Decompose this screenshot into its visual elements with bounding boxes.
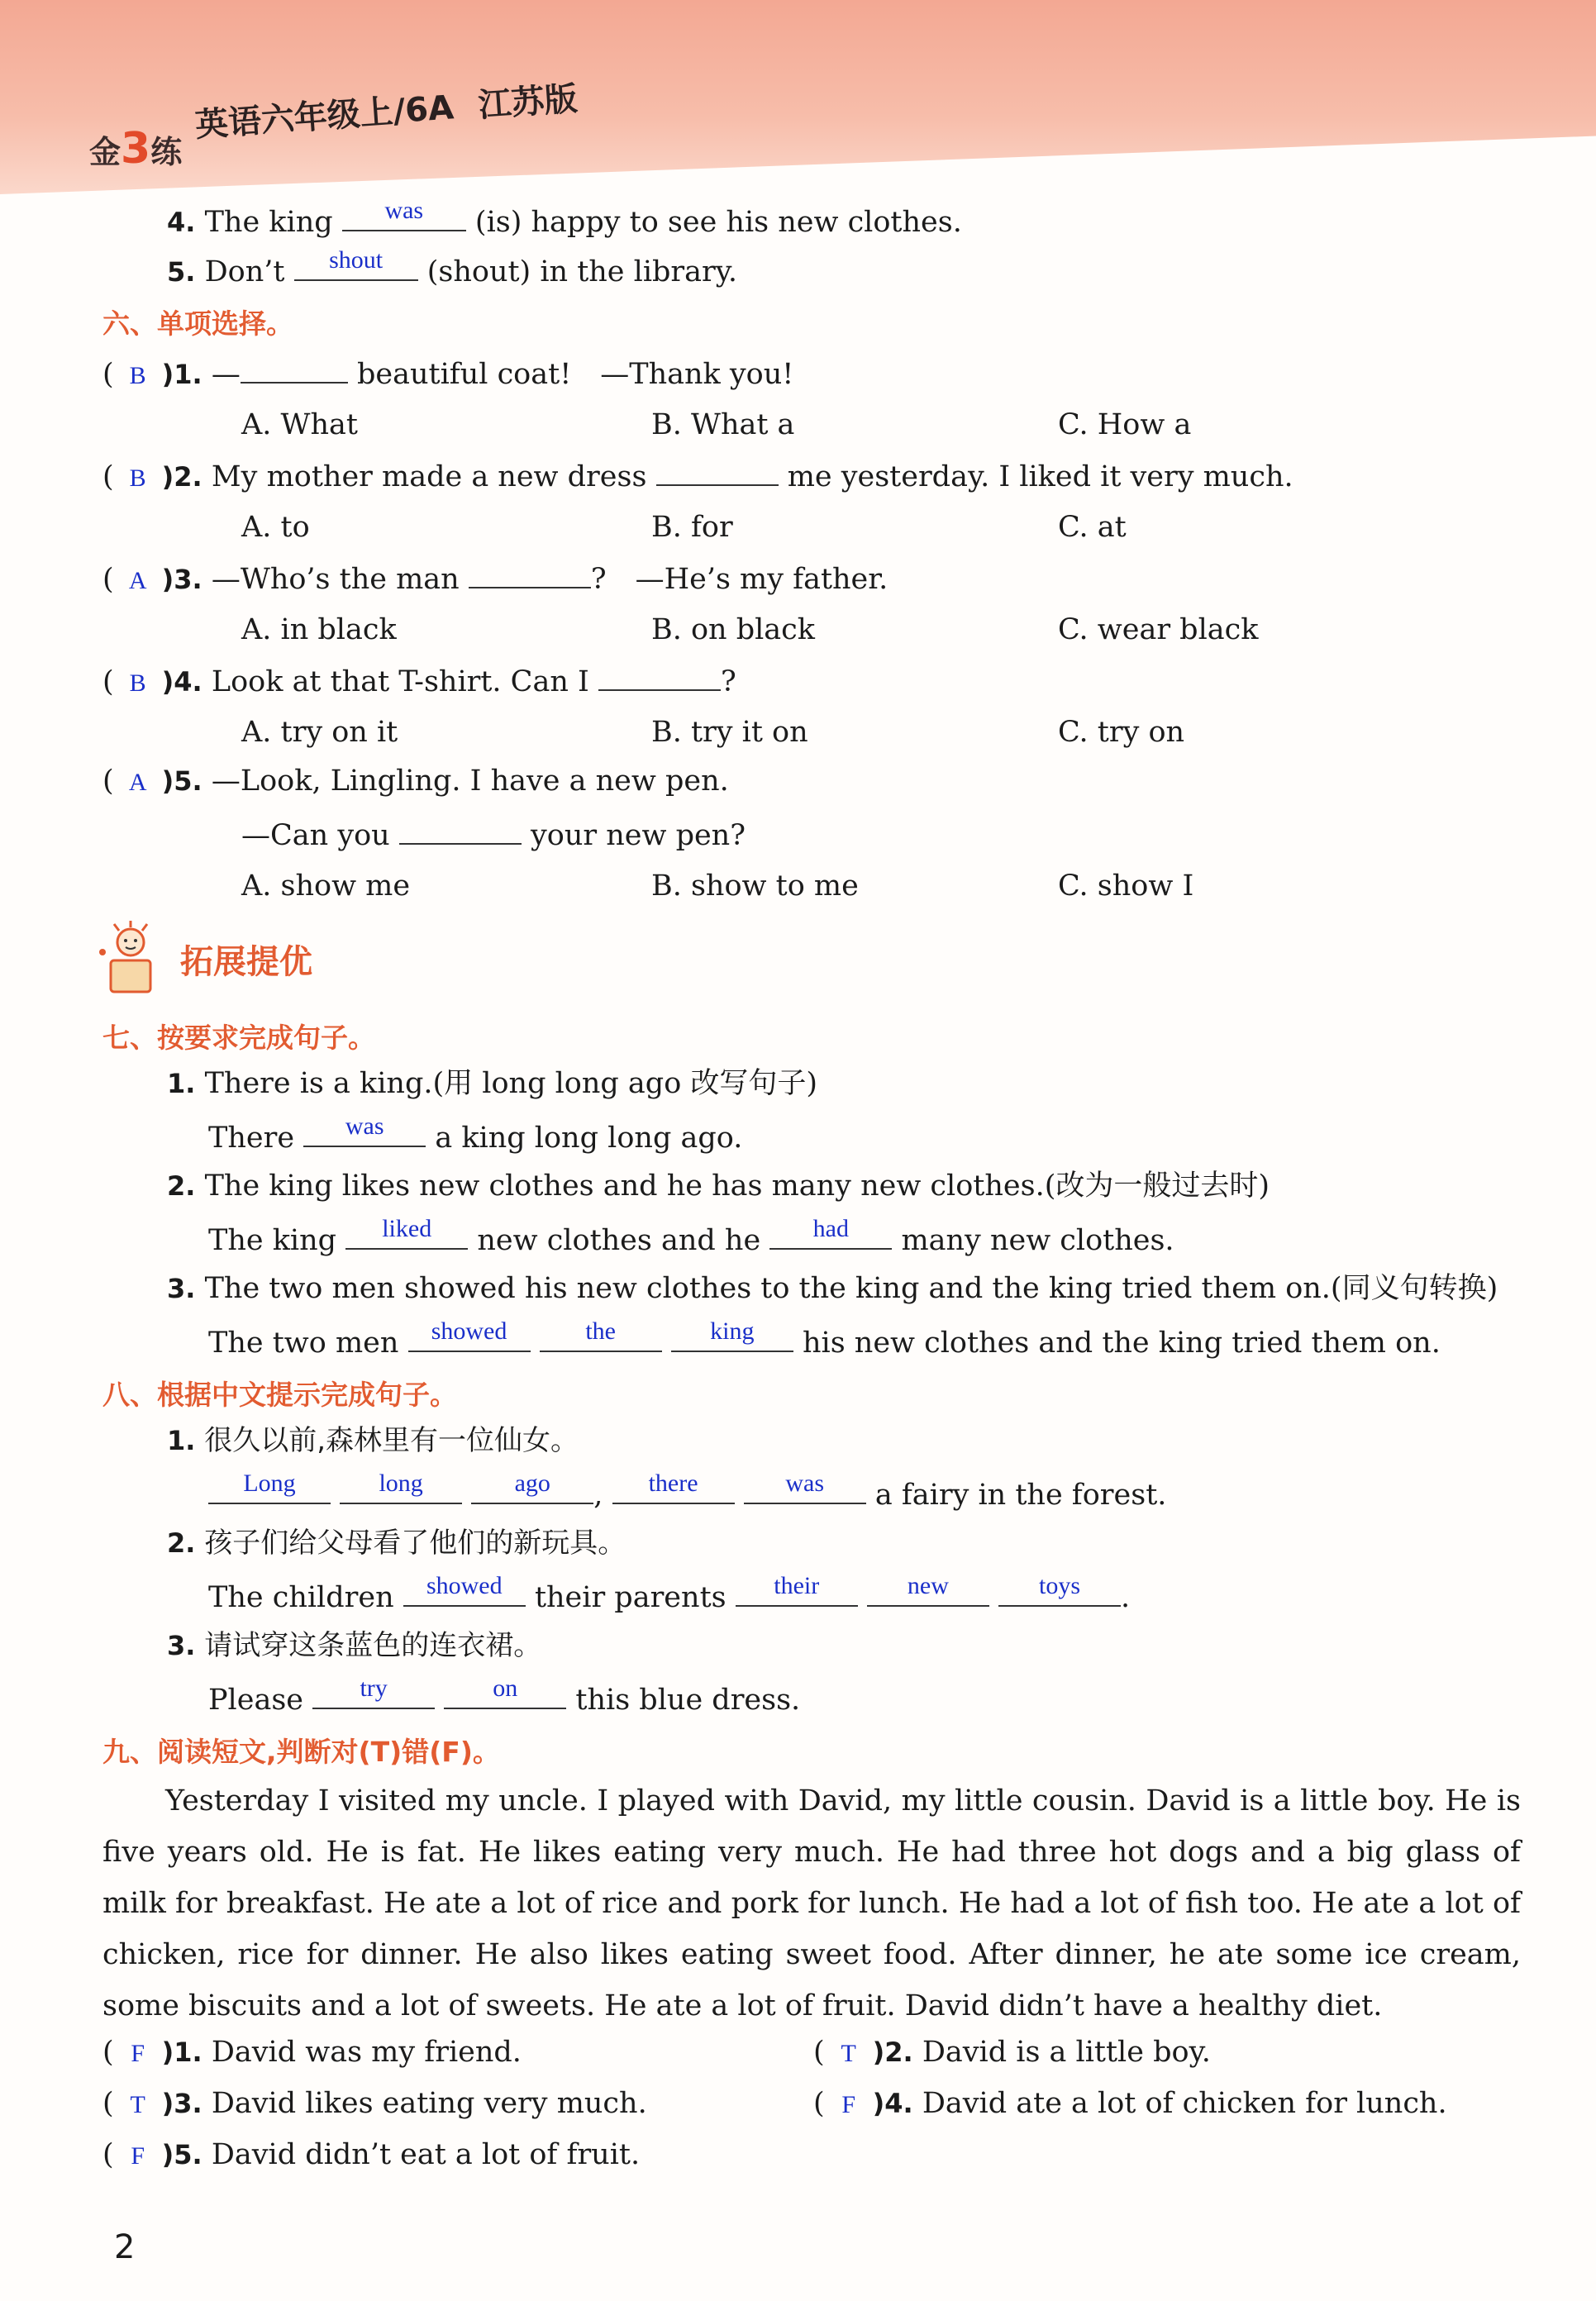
sec5-q4: 4. The king was (is) happy to see his new clothes.: [167, 197, 962, 239]
sec5-q5: 5. Don’t shout (shout) in the library.: [167, 246, 738, 288]
sec7-q3-answer: The two men showed the king his new clothes and the king tried them on.: [208, 1317, 1441, 1360]
sec6-q1-option-c: C. How a: [1058, 408, 1192, 441]
sec6-q5-option-a: A. show me: [241, 869, 411, 903]
sec8-q1: 1. 很久以前,森林里有一位仙女。: [167, 1424, 579, 1457]
sec9-q3: ( T )3. David likes eating very much.: [102, 2087, 647, 2120]
sec7-title: 七、按要求完成句子。: [102, 1022, 375, 1054]
sec6-q1-option-b: B. What a: [651, 408, 795, 441]
sec8-q2: 2. 孩子们给父母看了他们的新玩具。: [167, 1527, 626, 1560]
sec6-q2: ( B )2. My mother made a new dress me yesterday. I liked it very much.: [102, 460, 1293, 493]
sec9-q2: ( T )2. David is a little boy.: [813, 2036, 1211, 2069]
extension-section-title: 拓展提优: [180, 943, 312, 981]
sec8-q3: 3. 请试穿这条蓝色的连衣裙。: [167, 1629, 542, 1662]
sec6-q4-option-c: C. try on: [1058, 716, 1185, 749]
sec8-q3-answer: Please try on this blue dress.: [208, 1675, 801, 1717]
sec6-q1: ( B )1. — beautiful coat! —Thank you!: [102, 358, 794, 391]
sec6-q4-option-a: A. try on it: [241, 716, 398, 749]
sec7-q1: 1. There is a king.(用 long long ago 改写句子): [167, 1067, 818, 1100]
sec8-q2-answer: The children showed their parents their new toys .: [208, 1572, 1131, 1614]
sec6-q4: ( B )4. Look at that T-shirt. Can I ?: [102, 665, 736, 698]
series-logo: 金3练: [89, 124, 183, 174]
reading-passage: Yesterday I visited my uncle. I played with David, my little cousin. David is a little boy. He is five years old. He is fat. He likes eating very much. He had three hot dogs and a big glass of milk for breakfast. He ate a lot of rice and pork for lunch. He had a lot of fish too. He ate a lot of chicken, rice for dinner. He also likes eating sweet food. After dinner, he ate some ice cream, some biscuits and a lot of sweets. He ate a lot of fruit. David didn’t have a healthy diet.: [102, 1784, 1521, 2022]
sec6-q5: ( A )5. —Look, Lingling. I have a new pen.: [102, 765, 729, 798]
page-number: 2: [114, 2228, 136, 2266]
sec6-q5-option-c: C. show I: [1058, 869, 1194, 903]
sec9-q4: ( F )4. David ate a lot of chicken for lunch.: [813, 2087, 1447, 2120]
sec6-q3-option-a: A. in black: [241, 613, 397, 646]
sec8-q1-answer: Long long ago , there was a fairy in the forest.: [208, 1478, 1166, 1510]
sec6-q5-line2: —Can you your new pen?: [241, 819, 746, 852]
sec8-title: 八、根据中文提示完成句子。: [102, 1379, 457, 1411]
sec7-q1-answer: There was a king long long ago.: [208, 1112, 743, 1155]
sec6-title: 六、单项选择。: [102, 307, 293, 340]
sec6-q3: ( A )3. —Who’s the man ? —He’s my father.: [102, 563, 889, 596]
sec6-q2-option-c: C. at: [1058, 511, 1127, 544]
sec7-q2-answer: The king liked new clothes and he had many new clothes.: [208, 1215, 1174, 1257]
sec6-q4-option-b: B. try it on: [651, 716, 808, 749]
sec6-q2-option-a: A. to: [241, 511, 310, 544]
sec6-q3-option-b: B. on black: [651, 613, 815, 646]
sec9-title: 九、阅读短文,判断对(T)错(F)。: [102, 1736, 500, 1768]
sec6-q3-option-c: C. wear black: [1058, 613, 1259, 646]
book-title: 英语六年级上/6A 江苏版: [193, 79, 579, 145]
sec7-q2: 2. The king likes new clothes and he has many new clothes.(改为一般过去时): [167, 1170, 1270, 1203]
sec6-q2-option-b: B. for: [651, 511, 733, 544]
sec9-q1: ( F )1. David was my friend.: [102, 2036, 522, 2069]
sec9-q5: ( F )5. David didn’t eat a lot of fruit.: [102, 2138, 641, 2171]
sec6-q5-option-b: B. show to me: [651, 869, 859, 903]
sec6-q1-option-a: A. What: [241, 408, 358, 441]
sec7-q3: 3. The two men showed his new clothes to the king and the king tried them on.(同义句转换): [167, 1272, 1498, 1305]
cartoon-kid-icon: [98, 919, 164, 995]
